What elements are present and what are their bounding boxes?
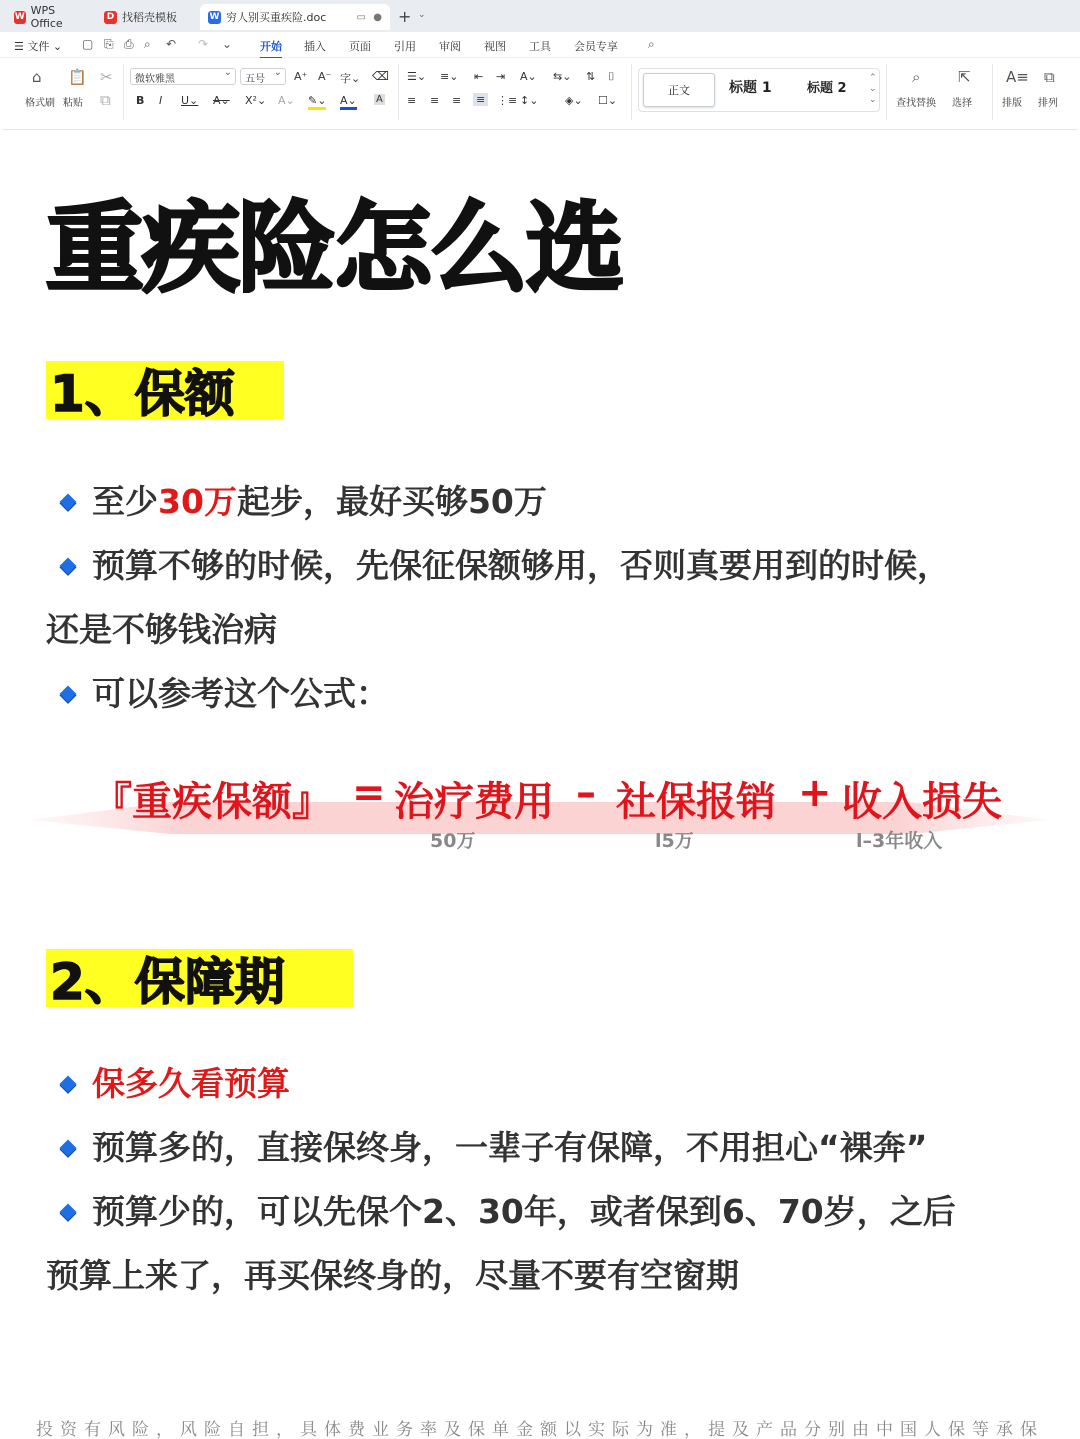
formula-term-social-insurance: 社保报销: [616, 779, 776, 825]
share-icon[interactable]: ⎘: [104, 37, 114, 51]
formula-term-income-loss: 收入损失: [842, 779, 1002, 825]
diamond-bullet-icon: [60, 1139, 77, 1156]
tab-label: WPS Office: [30, 4, 63, 30]
tab-bar: [0, 0, 1080, 32]
divider: [398, 64, 399, 120]
clear-format-icon[interactable]: ⌫: [372, 69, 389, 83]
formula-equals: =: [352, 770, 386, 816]
diamond-bullet-icon: [60, 493, 77, 510]
divider: [886, 64, 887, 120]
increase-indent-icon[interactable]: ⇥: [496, 70, 506, 83]
redo-icon[interactable]: ↷: [198, 37, 209, 51]
text-segment: 预算少的，可以先保个2、30年，或者保到6、70岁，之后: [92, 1192, 956, 1231]
section-2-line-1: [46, 1052, 1046, 1116]
section-1-line-1: [46, 470, 1046, 534]
print-icon[interactable]: ⎙: [124, 37, 134, 51]
menu-file-label: 文件: [27, 40, 50, 53]
section-2-line-2: [46, 1116, 1046, 1180]
shading-icon[interactable]: ◈⌄: [565, 94, 583, 107]
border-icon[interactable]: ☐⌄: [598, 94, 618, 107]
formula-term-treatment-cost: 治疗费用: [394, 779, 554, 825]
print-preview-icon[interactable]: ⌕: [144, 37, 151, 51]
section-2-line-3-cont: 预算上来了，再买保终身的，尽量不要有空窗期: [46, 1256, 739, 1295]
word-doc-icon: W: [209, 12, 220, 22]
find-replace-label[interactable]: 查找替换: [896, 98, 936, 109]
arrange-icon[interactable]: ⧉: [1044, 68, 1055, 86]
section-1-line-3: [46, 662, 1046, 726]
search-icon[interactable]: ⌕: [648, 37, 655, 51]
tab-document[interactable]: [200, 4, 390, 30]
chevron-down-icon[interactable]: ⌄: [222, 37, 233, 51]
formula-sub-income: l–3年收入: [856, 830, 943, 852]
menu-home[interactable]: 开始: [260, 40, 282, 53]
italic-icon[interactable]: I: [159, 94, 163, 107]
copy-icon[interactable]: ⧉: [100, 91, 111, 109]
select-cursor-icon[interactable]: ⇱: [958, 68, 971, 86]
formula-minus: –: [576, 770, 596, 816]
text-segment: 至少: [92, 482, 158, 521]
distribute-icon[interactable]: ⋮≡: [497, 94, 518, 107]
chevron-down-icon[interactable]: ⌄: [418, 10, 426, 20]
diamond-bullet-icon: [60, 1203, 77, 1220]
font-size-select[interactable]: 五号 ⌄: [240, 68, 286, 85]
bullet-list-icon[interactable]: ☰⌄: [407, 70, 427, 83]
tab-template[interactable]: [96, 4, 196, 30]
show-marks-icon[interactable]: ⌷: [608, 70, 615, 83]
align-right-icon[interactable]: ≡: [452, 94, 462, 107]
menu-member[interactable]: 会员专享: [574, 40, 618, 53]
arrange-label[interactable]: 排列: [1038, 98, 1058, 109]
new-tab-icon[interactable]: +: [398, 7, 412, 26]
text-segment: 起步，最好买够50万: [236, 482, 547, 521]
highlight-amount: 30万: [158, 482, 237, 521]
menu-bar: [0, 32, 1080, 58]
tab-label: 穷人别买重疾险.doc: [226, 11, 327, 24]
strikethrough-icon[interactable]: A⌄: [213, 94, 230, 107]
numbered-list-icon[interactable]: ≡⌄: [440, 70, 459, 83]
text-segment: 保多久看预算: [92, 1064, 290, 1103]
formula-plus: +: [798, 770, 832, 816]
paste-label[interactable]: 粘贴: [63, 98, 83, 109]
menu-references[interactable]: 引用: [394, 40, 416, 53]
style-scroll-icon[interactable]: ⌃ ⌄ ⌄: [869, 73, 877, 105]
text-segment: 预算多的，直接保终身，一辈子有保障，不用担心“裸奔”: [92, 1128, 928, 1167]
style-heading-2[interactable]: 标题 2: [807, 81, 847, 96]
diamond-bullet-icon: [60, 1075, 77, 1092]
line-spacing-icon[interactable]: ↕⌄: [520, 94, 539, 107]
menu-insert[interactable]: 插入: [304, 40, 326, 53]
format-painter-icon[interactable]: ⌂: [32, 68, 42, 86]
monitor-icon: ▭: [356, 11, 366, 23]
diamond-bullet-icon: [60, 557, 77, 574]
menu-file[interactable]: ☰ 文件 ⌄: [14, 40, 63, 53]
disclaimer-footer: 投资有风险，风险自担，具体费业务率及保单金额以实际为准，提及产品分别由中国人保等承保: [36, 1420, 1044, 1439]
typeset-label[interactable]: 排版: [1002, 98, 1022, 109]
section-1-heading: 1、保额: [46, 361, 284, 419]
tab-dot-icon[interactable]: ●: [373, 11, 382, 23]
decrease-indent-icon[interactable]: ⇤: [474, 70, 484, 83]
text-segment: 预算不够的时候，先保征保额够用，否则真要用到的时候，: [92, 546, 950, 585]
divider: [123, 64, 124, 120]
select-label[interactable]: 选择: [952, 98, 972, 109]
divider: [992, 64, 993, 120]
font-color-icon[interactable]: A⌄: [340, 94, 357, 110]
formula-sub-social: l5万: [655, 830, 694, 852]
template-icon: D: [104, 11, 117, 24]
char-shading-icon[interactable]: A: [376, 94, 383, 105]
save-icon[interactable]: ▢: [82, 37, 94, 51]
ribbon-toolbar: [2, 58, 1078, 130]
tab-label: 找稻壳模板: [122, 11, 177, 24]
grow-font-icon[interactable]: A⁺: [294, 70, 308, 83]
divider: [631, 64, 632, 120]
document-title: 重疾险怎么选: [46, 192, 623, 306]
underline-icon[interactable]: U⌄: [181, 94, 199, 107]
menu-view[interactable]: 视图: [484, 40, 506, 53]
text-segment: 可以参考这个公式：: [92, 674, 389, 713]
wps-logo-icon: W: [14, 12, 25, 22]
format-painter-label[interactable]: 格式刷: [25, 98, 55, 109]
shrink-font-icon[interactable]: A⁻: [318, 70, 332, 83]
formula-term-critical-illness-coverage: 『重疾保额』: [92, 779, 332, 825]
style-normal[interactable]: 正文: [643, 73, 715, 107]
bold-icon[interactable]: B: [136, 94, 145, 107]
sort-icon[interactable]: ⇅: [586, 70, 596, 83]
section-2-line-3: [46, 1180, 1046, 1244]
section-2-heading: 2、保障期: [46, 949, 353, 1007]
style-gallery: [638, 68, 880, 112]
text-direction-icon[interactable]: ⇆⌄: [553, 70, 572, 83]
tab-wps-office[interactable]: [6, 4, 92, 30]
undo-icon[interactable]: ↶: [166, 37, 177, 51]
justify-icon[interactable]: ≡: [473, 93, 488, 106]
superscript-icon[interactable]: X²⌄: [245, 94, 267, 107]
menu-review[interactable]: 审阅: [439, 40, 461, 53]
section-1-line-2-cont: 还是不够钱治病: [46, 610, 277, 649]
search-icon[interactable]: ⌕: [912, 68, 921, 86]
cut-icon[interactable]: ✂: [100, 68, 113, 86]
menu-tools[interactable]: 工具: [529, 40, 551, 53]
typeset-icon[interactable]: A≡: [1006, 68, 1029, 86]
menu-page[interactable]: 页面: [349, 40, 371, 53]
align-left-icon[interactable]: ≡: [407, 94, 417, 107]
phonetic-icon[interactable]: 字⌄: [340, 72, 361, 85]
paste-icon[interactable]: 📋: [68, 68, 87, 86]
style-heading-1[interactable]: 标题 1: [729, 80, 772, 96]
align-center-icon[interactable]: ≡: [430, 94, 440, 107]
diamond-bullet-icon: [60, 685, 77, 702]
chinese-layout-icon[interactable]: A⌄: [520, 70, 537, 83]
text-effect-icon[interactable]: A⌄: [278, 94, 295, 107]
font-name-select[interactable]: 微软雅黑 ⌄: [130, 68, 236, 85]
section-1-line-2: [46, 534, 1046, 598]
highlight-icon[interactable]: ✎⌄: [308, 94, 326, 110]
formula-sub-treatment: 50万: [430, 830, 476, 852]
